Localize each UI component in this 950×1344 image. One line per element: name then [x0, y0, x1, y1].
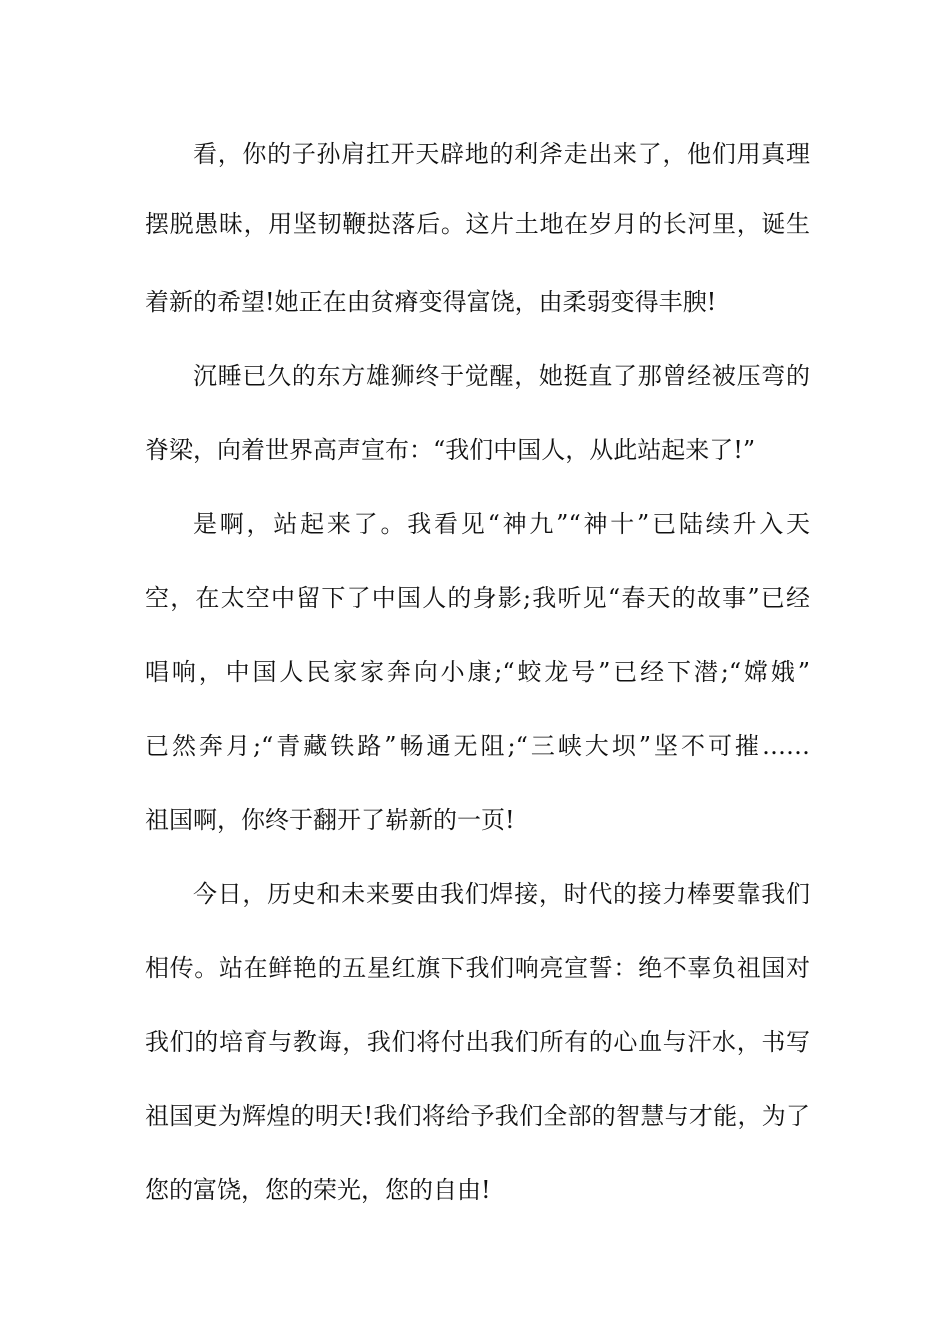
paragraph-1-line-1: 看，你的子孙肩扛开天辟地的利斧走出来了，他们用真理 [193, 140, 810, 168]
paragraph-4-line-3: 我们的培育与教诲，我们将付出我们所有的心血与汗水，书写 [145, 1028, 810, 1056]
paragraph-4-line-4: 祖国更为辉煌的明天!我们将给予我们全部的智慧与才能，为了 [145, 1102, 810, 1130]
paragraph-4-line-2: 相传。站在鲜艳的五星红旗下我们响亮宣誓：绝不辜负祖国对 [145, 954, 810, 982]
paragraph-3-line-1: 是啊，站起来了。我看见“神九”“神十”已陆续升入天 [193, 510, 810, 538]
paragraph-3-line-5: 祖国啊，你终于翻开了崭新的一页! [145, 806, 515, 834]
paragraph-3-line-2: 空，在太空中留下了中国人的身影;我听见“春天的故事”已经 [145, 584, 810, 612]
paragraph-4-line-1: 今日，历史和未来要由我们焊接，时代的接力棒要靠我们 [193, 880, 810, 908]
paragraph-4-line-5: 您的富饶，您的荣光，您的自由! [145, 1176, 491, 1204]
paragraph-2-line-1: 沉睡已久的东方雄狮终于觉醒，她挺直了那曾经被压弯的 [193, 362, 810, 390]
paragraph-2-line-2: 脊梁，向着世界高声宣布：“我们中国人，从此站起来了!” [145, 436, 756, 464]
paragraph-3-line-3: 唱响，中国人民家家奔向小康;“蛟龙号”已经下潜;“嫦娥” [145, 658, 810, 686]
paragraph-1-line-2: 摆脱愚昧，用坚韧鞭挞落后。这片土地在岁月的长河里，诞生 [145, 210, 810, 238]
paragraph-1-line-3: 着新的希望!她正在由贫瘠变得富饶，由柔弱变得丰腴! [145, 288, 717, 316]
paragraph-3-line-4: 已然奔月;“青藏铁路”畅通无阻;“三峡大坝”坚不可摧…… [145, 732, 810, 760]
